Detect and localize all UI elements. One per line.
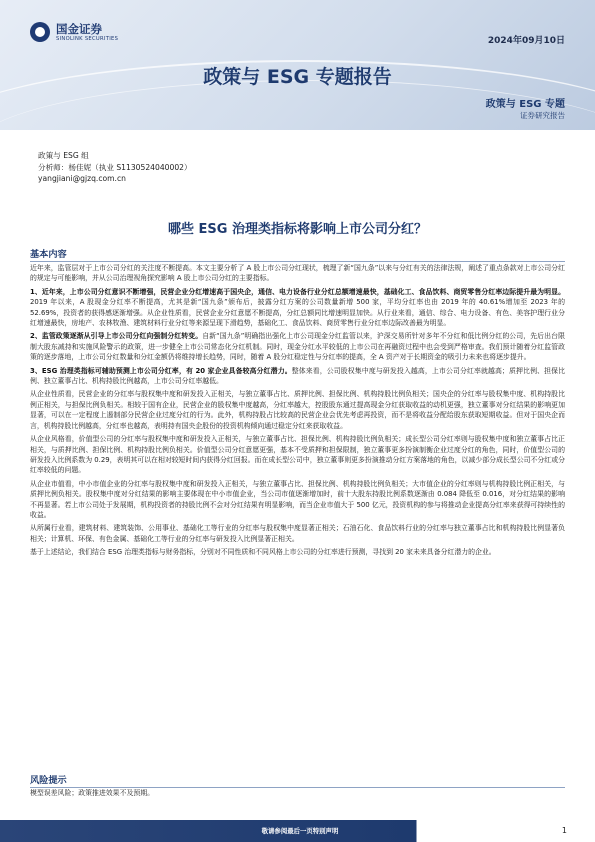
document-title: 哪些 ESG 治理类指标将影响上市公司分红？ [168, 222, 427, 237]
page-footer [0, 820, 595, 842]
logo-english-name: SINOLINK SECURITIES [56, 36, 119, 42]
finding-3-paragraph [30, 366, 565, 387]
company-logo [30, 20, 140, 48]
section-heading-basic: 基本内容 [30, 246, 565, 262]
finding-1-highlight: 1、近年来，上市公司分红意识不断增强，民营企业分红增速高于国央企，通信、电力设备行业分红总额增速最快，基础化工、食品饮料、商贸零售分红率边际提升最为明显。 [30, 287, 565, 296]
ownership-analysis-paragraph: 从企业性质看，民营企业的分红率与股权集中度和研发投入正相关，与独立董事占比、质押比例、担保比例、机构持股比例负相关；国央企的分红率与股权集中度、机构持股比例正相关，与担保比例负相关。相较于国有企业，民营企业的股权集中度越高，分红率越大，控股股东通过提高现金分红获取收益的动机更强，独立董事对分红结果的影响更加显著，可以在一定程度上遏制部分民营企业过度分红的行为。此外，机构持股占比较高的民营企业会优先考虑再投资，而不是将收益分配给股东获取短期收益。但对于国央企而言，机构持股比例越高，分红率也越高，表明持有国央企股份的投资机构倾向通过稳定分红来获取收益。 [30, 390, 565, 430]
analyst-email[interactable]: yangjiani@gjzq.com.cn [38, 174, 126, 183]
finding-3-highlight: 3、ESG 治理类指标可辅助预测上市公司分红率，有 20 家企业具备较高分红潜力。 [30, 366, 292, 375]
logo-name: 国金证券 [56, 22, 102, 36]
conclusion-paragraph: 基于上述结论，我们结合 ESG 治理类指标与财务指标，分别对不同性质和不同风格上市公司的分红率进行预测，寻找到 20 家未来具备分红潜力的企业。 [30, 548, 496, 557]
report-date: 2024年09月10日 [487, 36, 565, 46]
main-body [30, 263, 565, 561]
section-heading-risk: 风险提示 [30, 772, 565, 788]
finding-3-text: 整体来看，公司股权集中度与研发投入越高，上市公司分红率就越高；质押比例、担保比例、独立董事占比、机构持股比例越高，上市公司分红率越低。 [30, 366, 565, 386]
report-type: 证券研究报告 [520, 111, 565, 120]
intro-paragraph: 近年来，监管层对于上市公司分红的关注度不断提高。本文主要分析了 A 股上市公司分红现状，梳理了新“国九条”以来与分红有关的法律法规，阐述了重点条款对上市公司分红的规定与可能影响，并从公司治理视角探究影响 A 股上市公司分红的主要指标。 [30, 264, 565, 283]
finding-2-highlight: 2、监管政策逐渐从引导上市公司分红向强制分红转变。 [30, 332, 203, 341]
finding-2-text: 自新“国九条”明确指出强化上市公司现金分红监管以来，沪深交易所针对多年不分红和低比例分红的公司，先后出台限制大股东减持和实施风险警示的政策，进一步健全上市公司常态化分红机制。同时，现金分红水平较低的上市公司在再融资过程中也会受到严格审查。我们预计随着分红监管政策的逐步落地，上市公司分红数量和分红金额仍将维持增长趋势，同时，随着 A 股分红稳定性与分红率的提高，全 A 资产对于长期资金的吸引力未来也将逐步提升。 [30, 332, 565, 362]
finding-1-text: 2019 年以来，A 股现金分红率不断提高，尤其是新“国九条”颁布后，披露分红方案的公司数量新增 500 家，平均分红率也由 2019 年的 40.61%增加至 2023 年的 52.69%，投资者的获得感逐渐增强。从企业性质看，民营企业分红意愿不断提高，分红总额同比增速明显加快。从行业来看，通信、综合、电力设备、有色、美容护理行业分红增速最快，房地产、农林牧渔、建筑材料行业分红等来源呈现下滑趋势，基础化工、食品饮料、商贸零售行业分红率边际改善最为明显。 [30, 298, 565, 328]
logo-mark-icon [30, 22, 50, 42]
finding-1-paragraph [30, 287, 565, 329]
finding-2-paragraph [30, 331, 565, 362]
risk-text: 模型误差风险；政策推进效果不及预期。 [30, 789, 155, 797]
market-cap-analysis-paragraph: 从企业市值看，中小市值企业的分红率与股权集中度和研发投入正相关，与独立董事占比、担保比例、机构持股比例负相关；大市值企业的分红率则与机构持股比例正相关，与质押比例负相关。股权集中度对分红结果的影响主要体现在中小市值企业，当公司市值逐渐增加时，前十大股东持股比例系数逐渐由 0.084 降低至 0.016，对分红结果的影响不再显著。若上市公司处于发展期，机构投资者的持股比例不会对分红结果有明显影响，而当企业市值大于 500 亿元，投资机构的参与将推动企业提高分红率来获得可持续性的收益。 [30, 479, 565, 519]
footer-disclaimer[interactable]: 敬请参阅最后一页特别声明 [261, 827, 339, 835]
report-title: 政策与 ESG 专题报告 [203, 66, 392, 88]
style-analysis-paragraph: 从企业风格看，价值型公司的分红率与股权集中度和研发投入正相关，与独立董事占比、担保比例、机构持股比例负相关；成长型公司分红率则与股权集中度和独立董事占比正相关，与质押比例、担保比例、机构持股比例负相关。价值型公司分红意愿更强，基本不受质押和担保限制，独立董事更多扮演制衡企业过度分红的角色，同时，价值型公司的研发投入比例系数为 0.29，表明其可以在相对较短时间内获得分红回报。而在成长型公司中，独立董事则更多扮演推动分红方案落地的角色，以减少部分成长型公司不分红或分红率较低的问题。 [30, 435, 565, 475]
author-info [38, 150, 192, 185]
page-number: 1 [561, 826, 567, 835]
report-category: 政策与 ESG 专题 [485, 99, 565, 110]
analyst-name: 分析师：杨佳妮（执业 S1130524040002） [38, 162, 192, 172]
research-group: 政策与 ESG 组 [38, 151, 89, 160]
report-header [0, 0, 595, 130]
industry-analysis-paragraph: 从所属行业看，建筑材料、建筑装饰、公用事业、基础化工等行业的分红率与股权集中度显著正相关；石油石化、食品饮料行业的分红率与独立董事占比和机构持股比例显著负相关；计算机、环保、有色金属、基础化工等行业的分红率与研发投入比例显著正相关。 [30, 524, 565, 543]
